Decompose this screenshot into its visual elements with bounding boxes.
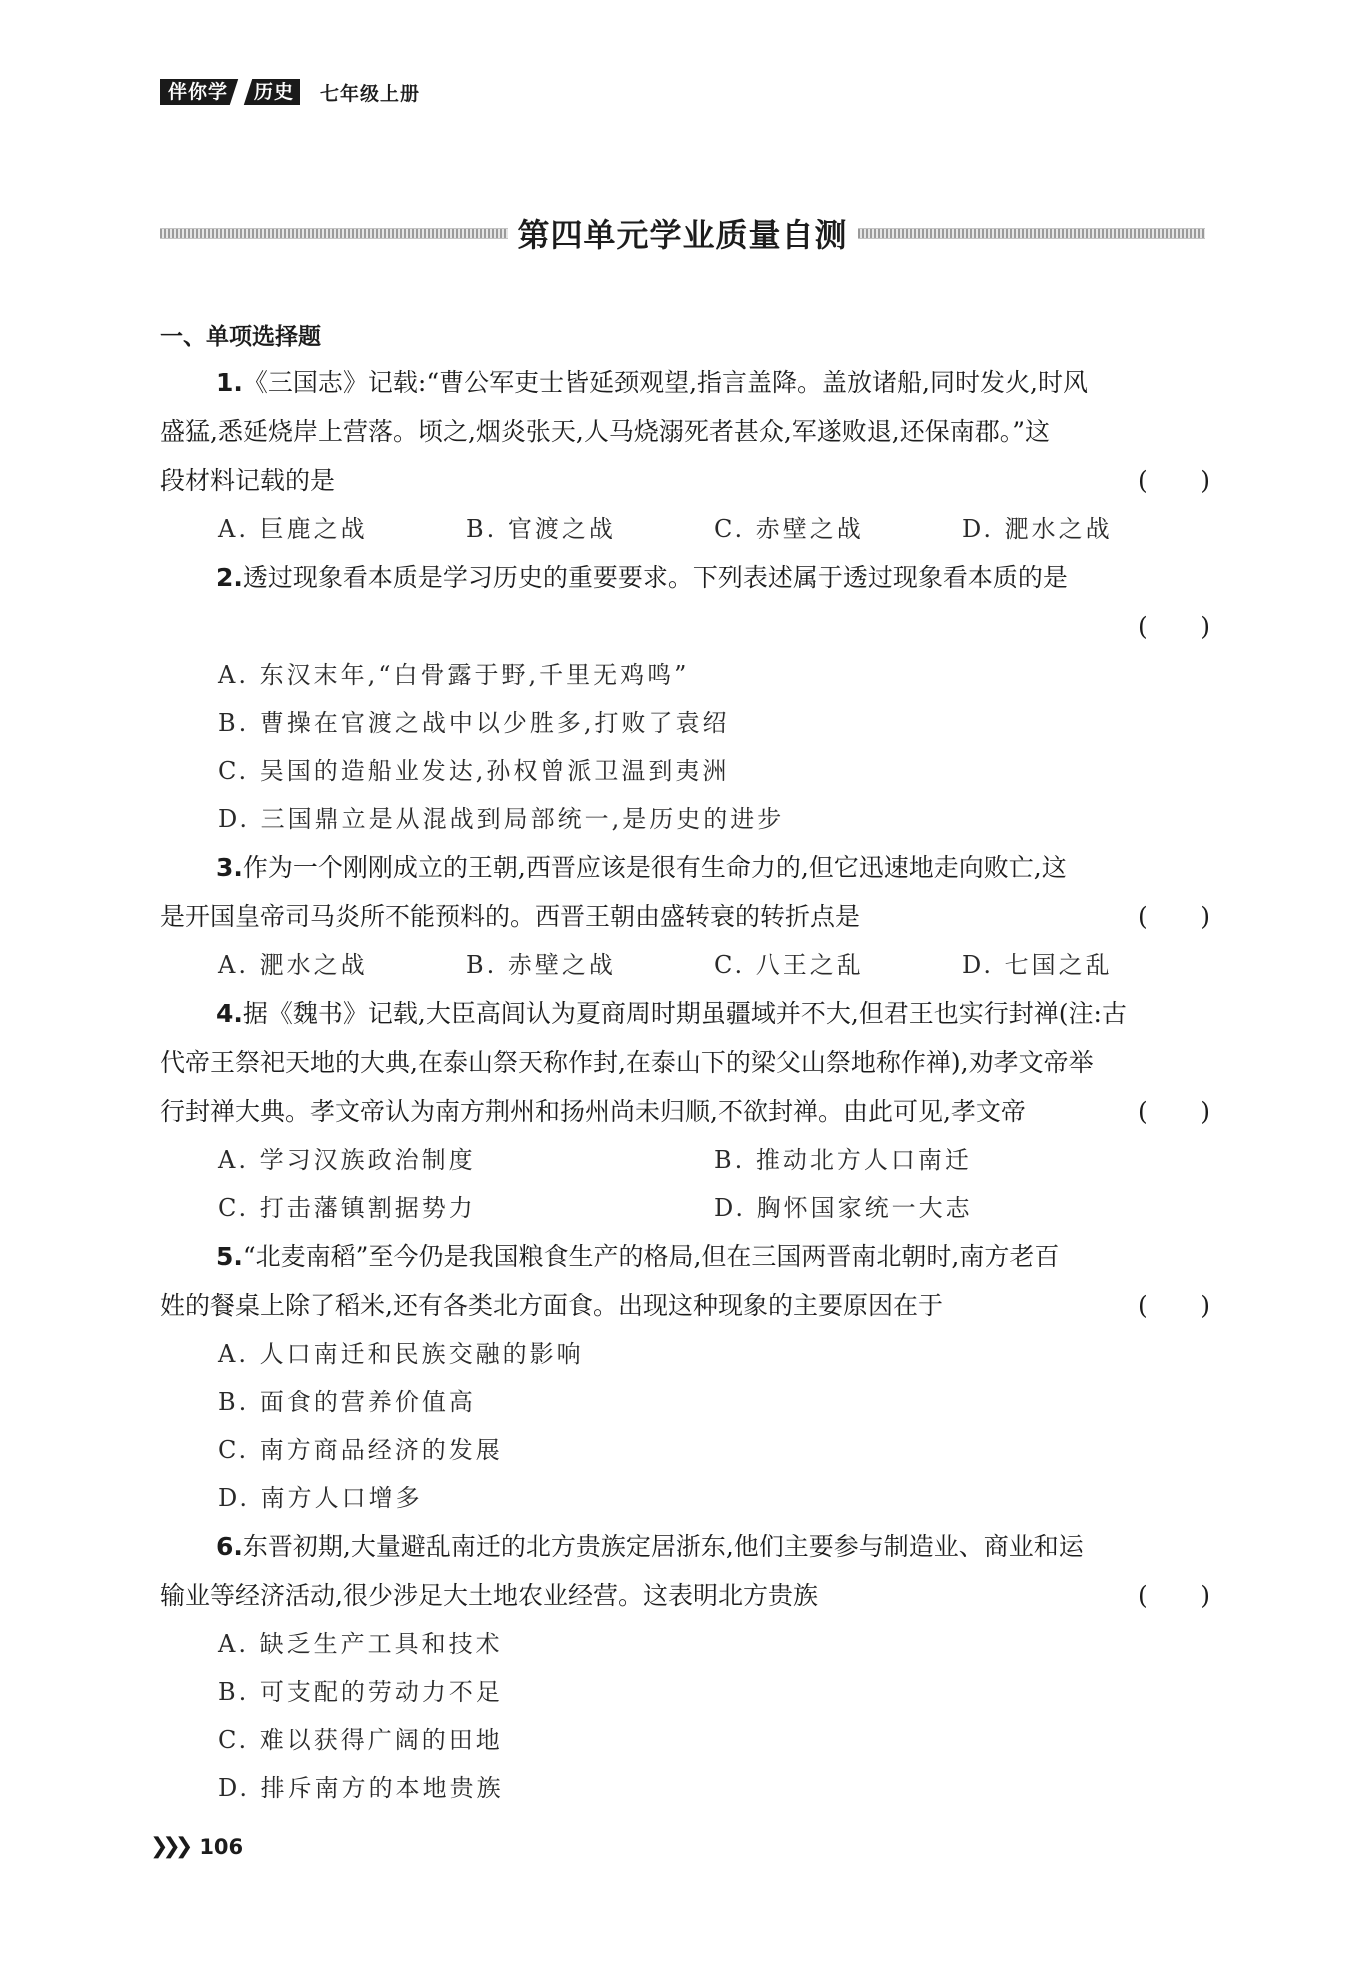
paren-open: (	[1138, 902, 1148, 931]
question-text-line	[160, 843, 1210, 892]
question-number: 1.	[216, 368, 243, 397]
question-4	[160, 989, 1210, 1232]
paren-close: )	[1200, 1291, 1210, 1320]
option-b[interactable]: B. 推动北方人口南迁	[714, 1146, 972, 1174]
book-brand	[160, 79, 300, 105]
question-number: 4.	[216, 999, 243, 1028]
question-text: 代帝王祭祀天地的大典,在泰山祭天称作封,在泰山下的梁父山祭地称作禅),劝孝文帝举	[160, 1048, 1094, 1077]
question-text: 盛猛,悉延烧岸上营落。顷之,烟炎张天,人马烧溺死者甚众,军遂败退,还保南郡。”这	[160, 417, 1051, 446]
question-text: 透过现象看本质是学习历史的重要要求。下列表述属于透过现象看本质的是	[242, 563, 1068, 592]
option-d[interactable]: D. 南方人口增多	[218, 1484, 423, 1512]
section-heading: 一、单项选择题	[160, 324, 321, 350]
answer-blank[interactable]	[1138, 1087, 1210, 1136]
option-a[interactable]: A. 学习汉族政治制度	[218, 1146, 476, 1174]
option-d[interactable]: D. 排斥南方的本地贵族	[218, 1774, 504, 1802]
grade-label: 七年级上册	[320, 82, 421, 105]
question-text-line	[160, 989, 1210, 1038]
option-c[interactable]: C. 吴国的造船业发达,孙权曾派卫温到夷洲	[218, 757, 730, 785]
page-number: 106	[199, 1834, 244, 1859]
question-text: 《三国志》记载:“曹公军吏士皆延颈观望,指言盖降。盖放诸船,同时发火,时风	[242, 368, 1088, 397]
question-text-line	[160, 1571, 1210, 1620]
paren-close: )	[1200, 612, 1210, 641]
answer-blank[interactable]	[1138, 1571, 1210, 1620]
options-row	[160, 505, 1210, 553]
option-d[interactable]: D. 淝水之战	[962, 515, 1113, 543]
options-row	[160, 941, 1210, 989]
option-a[interactable]: A. 东汉末年,“白骨露于野,千里无鸡鸣”	[218, 661, 690, 689]
option-c[interactable]: C. 难以获得广阔的田地	[218, 1726, 503, 1754]
paren-open: (	[1138, 1581, 1148, 1610]
option-b[interactable]: B. 面食的营养价值高	[218, 1388, 476, 1416]
paren-open: (	[1138, 466, 1148, 495]
question-number: 2.	[216, 563, 243, 592]
paren-close: )	[1200, 902, 1210, 931]
option-d[interactable]: D. 七国之乱	[962, 951, 1113, 979]
question-text-line	[160, 553, 1210, 602]
option-b[interactable]: B. 曹操在官渡之战中以少胜多,打败了袁绍	[218, 709, 730, 737]
paren-close: )	[1200, 466, 1210, 495]
paren-open: (	[1138, 1097, 1148, 1126]
question-text: 是开国皇帝司马炎所不能预料的。西晋王朝由盛转衰的转折点是	[160, 902, 861, 931]
options-row	[160, 1136, 1210, 1184]
option-b[interactable]: B. 可支配的劳动力不足	[218, 1678, 503, 1706]
question-3	[160, 843, 1210, 989]
chevrons-icon: ❯❯❯	[150, 1834, 188, 1859]
title-rule-right	[858, 228, 1206, 239]
option-a[interactable]: A. 缺乏生产工具和技术	[218, 1630, 503, 1658]
question-text-line	[160, 892, 1210, 941]
question-text: 据《魏书》记载,大臣高闾认为夏商周时期虽疆域并不大,但君王也实行封禅(注:古	[242, 999, 1127, 1028]
subject-name: 历史	[254, 81, 295, 103]
option-c[interactable]: C. 南方商品经济的发展	[218, 1436, 503, 1464]
question-text: “北麦南稻”至今仍是我国粮食生产的格局,但在三国两晋南北朝时,南方老百	[242, 1242, 1060, 1271]
title-rule-left	[160, 228, 508, 239]
question-number: 3.	[216, 853, 243, 882]
question-text-line	[160, 1281, 1210, 1330]
question-text-line	[160, 1087, 1210, 1136]
option-c[interactable]: C. 赤壁之战	[714, 515, 864, 543]
answer-blank[interactable]	[1138, 892, 1210, 941]
answer-blank[interactable]	[1138, 602, 1210, 651]
answer-blank[interactable]	[1138, 1281, 1210, 1330]
question-text: 东晋初期,大量避乱南迁的北方贵族定居浙东,他们主要参与制造业、商业和运	[242, 1532, 1084, 1561]
option-b[interactable]: B. 赤壁之战	[466, 951, 616, 979]
brand-name: 伴你学	[168, 81, 229, 103]
option-a[interactable]: A. 人口南迁和民族交融的影响	[218, 1340, 584, 1368]
question-text: 行封禅大典。孝文帝认为南方荆州和扬州尚未归顺,不欲封禅。由此可见,孝文帝	[160, 1097, 1026, 1126]
answer-blank[interactable]	[1138, 456, 1210, 505]
question-1	[160, 358, 1210, 553]
question-text: 输业等经济活动,很少涉足大土地农业经营。这表明北方贵族	[160, 1581, 818, 1610]
question-text-line	[160, 407, 1210, 456]
question-text: 段材料记载的是	[160, 466, 336, 495]
question-number: 5.	[216, 1242, 243, 1271]
paren-open: (	[1138, 1291, 1148, 1320]
page-footer	[150, 1834, 243, 1859]
title-row	[160, 210, 1205, 256]
question-text-line	[160, 358, 1210, 407]
question-list	[160, 358, 1210, 1812]
question-5	[160, 1232, 1210, 1522]
question-text: 作为一个刚刚成立的王朝,西晋应该是很有生命力的,但它迅速地走向败亡,这	[242, 853, 1067, 882]
question-2	[160, 553, 1210, 843]
answer-blank-row	[160, 602, 1210, 651]
option-c[interactable]: C. 八王之乱	[714, 951, 864, 979]
paren-close: )	[1200, 1097, 1210, 1126]
page-header	[160, 79, 420, 105]
question-text-line	[160, 1232, 1210, 1281]
option-c[interactable]: C. 打击藩镇割据势力	[218, 1194, 476, 1222]
question-text-line	[160, 456, 1210, 505]
question-number: 6.	[216, 1532, 243, 1561]
question-text-line	[160, 1038, 1210, 1087]
paren-close: )	[1200, 1581, 1210, 1610]
brand-separator	[230, 79, 252, 105]
options-row	[160, 1184, 1210, 1232]
option-d[interactable]: D. 胸怀国家统一大志	[714, 1194, 973, 1222]
question-text-line	[160, 1522, 1210, 1571]
option-a[interactable]: A. 淝水之战	[218, 951, 368, 979]
question-6	[160, 1522, 1210, 1812]
option-d[interactable]: D. 三国鼎立是从混战到局部统一,是历史的进步	[218, 805, 785, 833]
paren-open: (	[1138, 612, 1148, 641]
question-text: 姓的餐桌上除了稻米,还有各类北方面食。出现这种现象的主要原因在于	[160, 1291, 943, 1320]
page-title: 第四单元学业质量自测	[517, 216, 848, 254]
option-b[interactable]: B. 官渡之战	[466, 515, 616, 543]
option-a[interactable]: A. 巨鹿之战	[218, 515, 368, 543]
